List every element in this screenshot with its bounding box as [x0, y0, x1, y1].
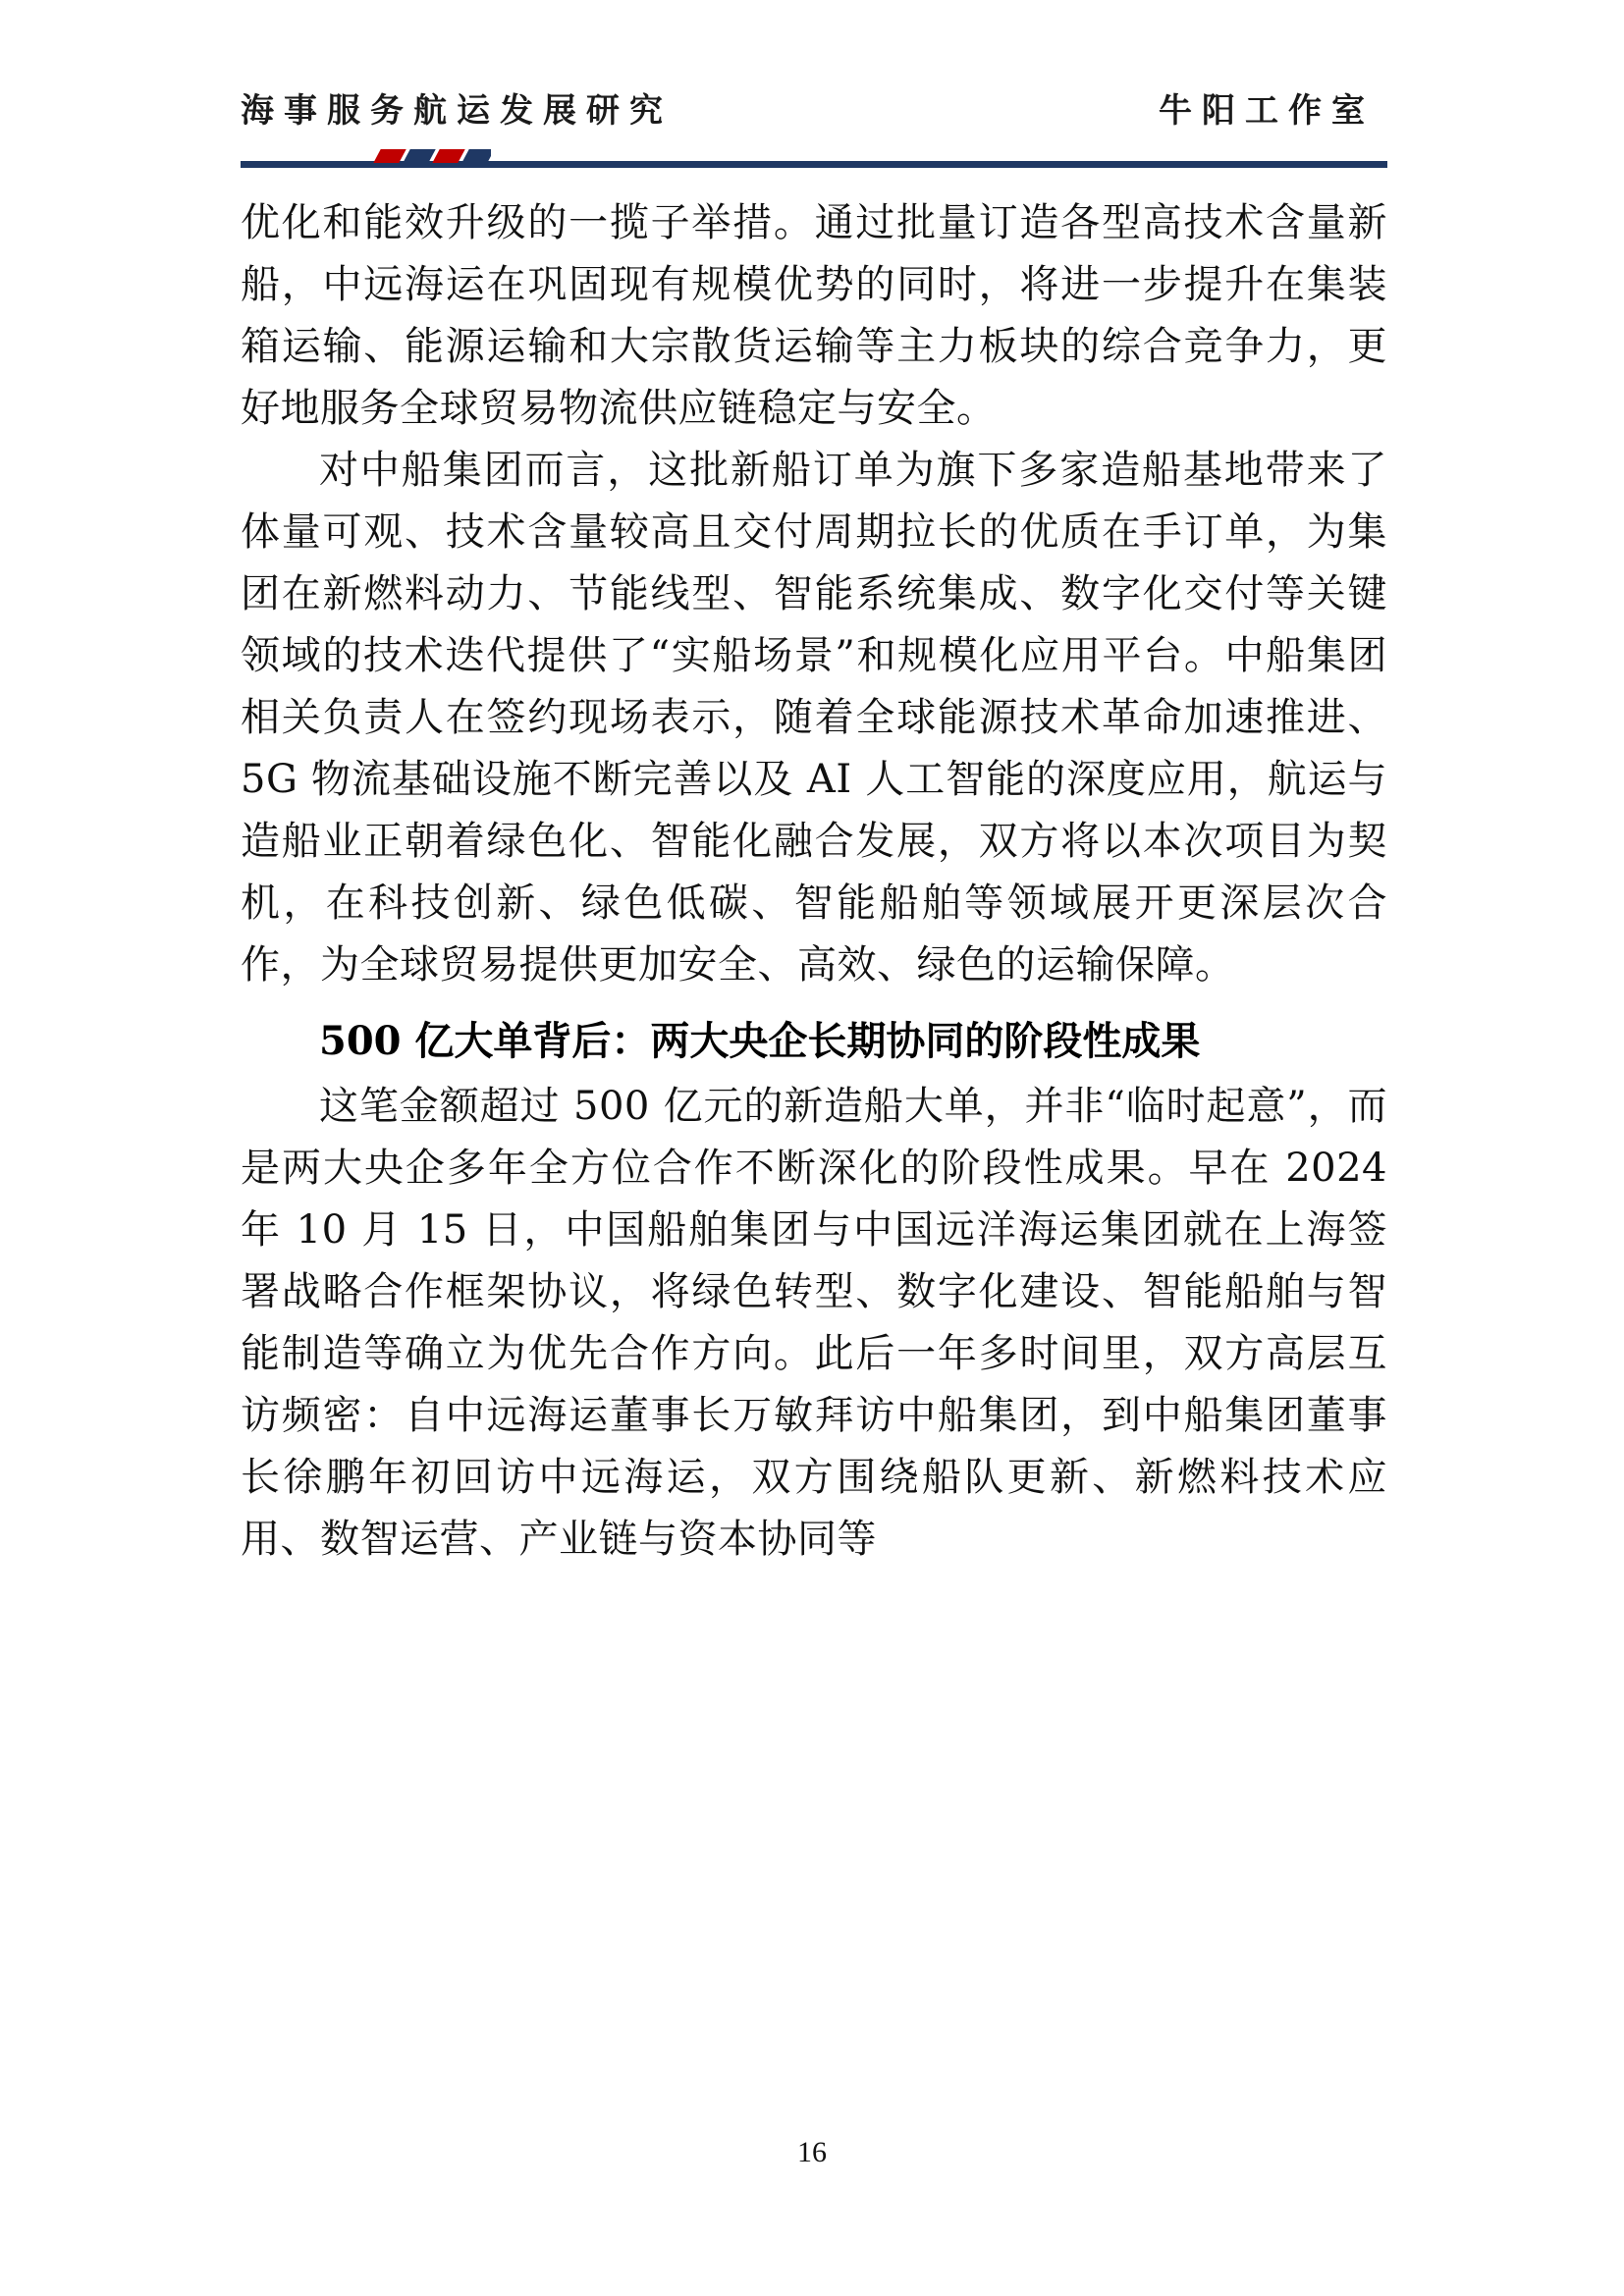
header-flag-ornament — [373, 149, 491, 163]
flag-stripe-red-1 — [373, 149, 406, 163]
paragraph: 对中船集团而言，这批新船订单为旗下多家造船基地带来了体量可观、技术含量较高且交付周期拉长的优质在手订单，为集团在新燃料动力、节能线型、智能系统集成、数字化交付等关键领域的技术迭代提供了“实船场景”和规模化应用平台。中船集团相关负责人在签约现场表示，随着全球能源技术革命加速推进、5G 物流基础设施不断完善以及 AI 人工智能的深度应用，航运与造船业正朝着绿色化、智能化融合发展，双方将以本次项目为契机，在科技创新、绿色低碳、智能船舶等领域展开更深层次合作，为全球贸易提供更加安全、高效、绿色的运输保障。 — [241, 448, 1387, 988]
paragraph: 优化和能效升级的一揽子举措。通过批量订造各型高技术含量新船，中远海运在巩固现有规模优势的同时，将进一步提升在集装箱运输、能源运输和大宗散货运输等主力板块的综合竞争力，更好地服务全球贸易物流供应链稳定与安全。 — [241, 200, 1387, 431]
header-title-left: 海事服务航运发展研究 — [241, 91, 673, 131]
flag-stripe-navy-1 — [403, 149, 435, 163]
section-heading: 500 亿大单背后：两大央企长期协同的阶段性成果 — [319, 1018, 1201, 1064]
page-number: 16 — [797, 2136, 827, 2168]
page-header — [241, 83, 1384, 152]
flag-stripe-navy-2 — [461, 149, 491, 163]
flag-stripe-red-2 — [432, 149, 464, 163]
paragraph: 这笔金额超过 500 亿元的新造船大单，并非“临时起意”，而是两大央企多年全方位合作不断深化的阶段性成果。早在 2024 年 10 月 15 日，中国船舶集团与中国远洋海运集团就在上海签署战略合作框架协议，将绿色转型、数字化建设、智能船舶与智能制造等确立为优先合作方向。此后一年多时间里，双方高层互访频密：自中远海运董事长万敏拜访中船集团，到中船集团董事长徐鹏年初回访中远海运，双方围绕船队更新、新燃料技术应用、数智运营、产业链与资本协同等 — [241, 1084, 1387, 1562]
page-body — [241, 192, 1387, 1571]
header-title-right: 牛阳工作室 — [1159, 91, 1375, 131]
